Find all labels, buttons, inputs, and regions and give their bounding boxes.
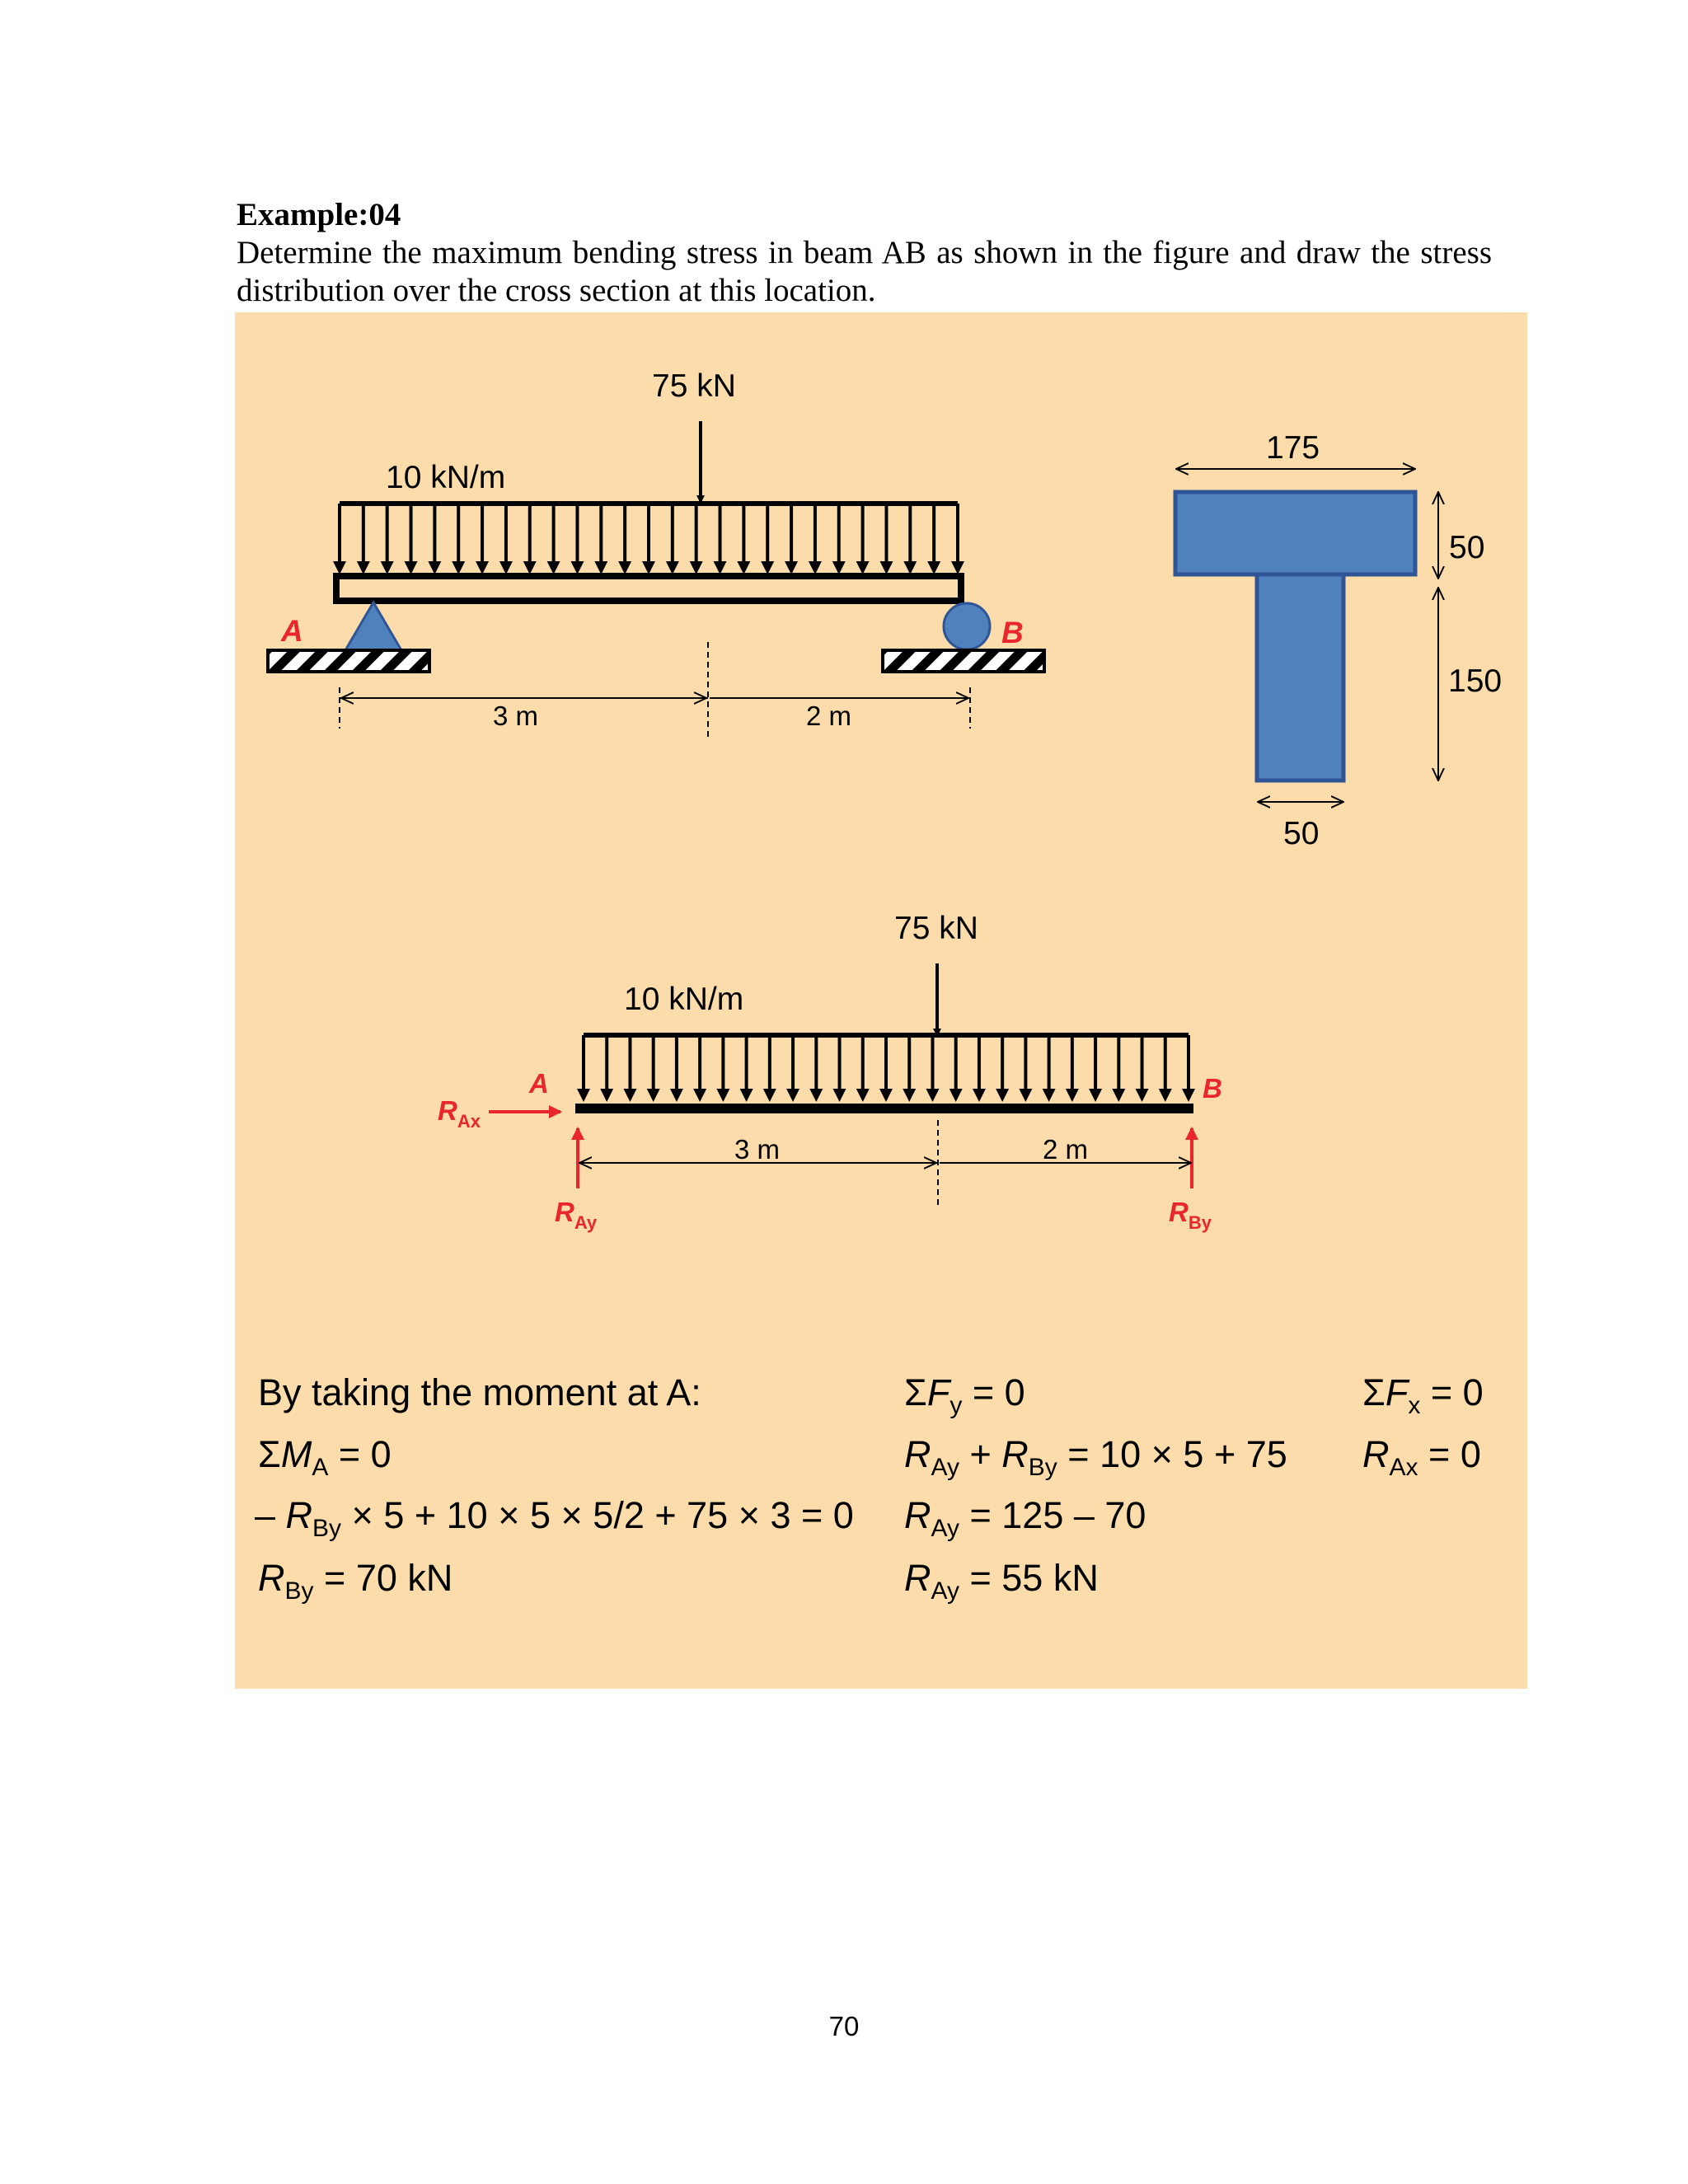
udl-arrow-head xyxy=(1043,1089,1056,1102)
pin-support-a xyxy=(345,602,401,650)
ray-r: R xyxy=(555,1197,574,1227)
web-width-label: 50 xyxy=(1283,816,1320,851)
udl-arrow-head xyxy=(600,1089,613,1102)
udl-arrow-head xyxy=(761,561,774,574)
udl-arrow-head xyxy=(903,1089,916,1102)
span-2-label: 2 m xyxy=(806,701,852,731)
support-b-label: B xyxy=(1001,616,1024,649)
web xyxy=(1257,574,1343,780)
top-beam-diagram xyxy=(268,368,1044,737)
udl-arrow-head xyxy=(523,561,537,574)
udl-arrow-head xyxy=(856,561,870,574)
udl-arrow-head xyxy=(973,1089,986,1102)
udl-arrow-head xyxy=(693,1089,706,1102)
udl-arrow-head xyxy=(879,561,893,574)
udl-arrow-head xyxy=(1019,1089,1032,1102)
web-depth-label: 150 xyxy=(1448,663,1503,699)
ray-equation: $R_{Ay} = 125 - 70$ xyxy=(904,1494,1146,1542)
fbd-label-a: A xyxy=(529,1068,549,1099)
ground-a xyxy=(268,650,429,672)
udl-arrow-head xyxy=(452,561,465,574)
udl-arrow-head xyxy=(570,561,584,574)
udl-arrows-fbd xyxy=(577,1035,1195,1102)
udl-arrow-head xyxy=(832,561,846,574)
fy-eq-text: = 10 × 5 + 75 xyxy=(1067,1433,1287,1475)
distributed-load-label: 10 kN/m xyxy=(386,460,506,495)
fbd-point-load-label: 75 kN xyxy=(894,911,978,946)
ray-eq-text: = 125 – 70 xyxy=(969,1494,1146,1536)
udl-arrow-head xyxy=(951,561,964,574)
udl-arrow-head xyxy=(666,561,679,574)
udl-arrow-head xyxy=(926,1089,939,1102)
udl-arrow-head xyxy=(809,1089,823,1102)
udl-arrow-head xyxy=(381,561,394,574)
udl-arrow-head xyxy=(903,561,917,574)
udl-arrow-head xyxy=(1112,1089,1125,1102)
ray-result: $R_{Ay} = 55$ kN xyxy=(904,1557,1099,1605)
sum-fx-value: = 0 xyxy=(1430,1371,1484,1413)
udl-arrow-head xyxy=(879,1089,893,1102)
udl-arrow-head xyxy=(833,1089,846,1102)
flange xyxy=(1175,492,1415,574)
udl-arrow-head xyxy=(1182,1089,1195,1102)
udl-arrow-head xyxy=(1136,1089,1149,1102)
moment-eq-text: × 5 + 10 × 5 × 5/2 + 75 × 3 = 0 xyxy=(351,1494,854,1536)
point-load-label: 75 kN xyxy=(652,368,736,404)
problem-statement: Determine the maximum bending stress in beam AB as shown in the figure and draw the stress distribution over the cross section at this location. xyxy=(237,235,1492,308)
udl-arrow-head xyxy=(405,561,418,574)
example-title: Example:04 xyxy=(237,197,401,232)
sum-forces-y: $\Sigma F_y = 0$ xyxy=(904,1371,1025,1419)
rby-r: R xyxy=(1169,1197,1189,1227)
rax-r: R xyxy=(438,1095,457,1126)
rax-result-value: = 0 xyxy=(1428,1433,1481,1475)
beam-figure xyxy=(235,312,1527,1689)
span-1-label: 3 m xyxy=(493,701,539,731)
udl-arrows-top xyxy=(333,504,964,574)
udl-arrow-head xyxy=(618,561,631,574)
ground-b xyxy=(883,650,1044,672)
free-body-diagram xyxy=(438,911,1222,1233)
ray-sub: Ay xyxy=(574,1212,598,1233)
ray-label xyxy=(555,1197,598,1233)
udl-arrow-head xyxy=(785,561,798,574)
udl-arrow-head xyxy=(927,561,940,574)
t-cross-section xyxy=(1175,430,1502,851)
beam-body xyxy=(336,576,961,601)
fbd-distributed-load-label: 10 kN/m xyxy=(624,982,744,1017)
roller-support-b xyxy=(944,603,990,649)
udl-arrow-head xyxy=(716,1089,729,1102)
udl-arrow-head xyxy=(740,1089,753,1102)
udl-arrow-head xyxy=(670,1089,683,1102)
rby-label xyxy=(1169,1197,1212,1233)
udl-arrow-head xyxy=(476,561,489,574)
sum-fy-value: = 0 xyxy=(972,1371,1025,1413)
udl-arrow-head xyxy=(763,1089,776,1102)
udl-arrow-head xyxy=(996,1089,1009,1102)
udl-arrow-head xyxy=(547,561,560,574)
udl-arrow-head xyxy=(1159,1089,1172,1102)
rax-label xyxy=(438,1095,481,1132)
rax-result: $R_{Ax} = 0$ xyxy=(1362,1433,1481,1481)
udl-arrow-head xyxy=(786,1089,799,1102)
udl-arrow-head xyxy=(623,1089,636,1102)
sum-moments-a: $\Sigma M_A = 0$ xyxy=(258,1433,392,1481)
udl-arrow-head xyxy=(642,561,655,574)
udl-arrow-head xyxy=(428,561,441,574)
udl-arrow-head xyxy=(737,561,750,574)
flange-depth-label: 50 xyxy=(1449,530,1485,565)
moment-equation: – $R_{By} \times 5 + 10 \times 5 \times 5/2 + 75 \times 3 = 0$ xyxy=(255,1494,854,1542)
sum-forces-x: $\Sigma F_x = 0$ xyxy=(1362,1371,1484,1419)
support-a-label: A xyxy=(281,614,303,648)
fbd-label-b: B xyxy=(1203,1073,1222,1104)
fy-equation: $R_{Ay} + R_{By} = 10 \times 5 + 75$ xyxy=(904,1433,1287,1481)
udl-arrow-head xyxy=(1066,1089,1079,1102)
rby-result-value: = 70 kN xyxy=(324,1557,453,1599)
udl-arrow-head xyxy=(333,561,346,574)
figure-panel xyxy=(235,312,1527,1689)
sum-ma-value: = 0 xyxy=(338,1433,392,1475)
ray-result-value: = 55 kN xyxy=(969,1557,1099,1599)
udl-arrow-head xyxy=(647,1089,660,1102)
fbd-span-2-label: 2 m xyxy=(1043,1134,1089,1165)
udl-arrow-head xyxy=(357,561,370,574)
udl-arrow-head xyxy=(1089,1089,1102,1102)
udl-arrow-head xyxy=(690,561,703,574)
udl-arrow-head xyxy=(950,1089,963,1102)
udl-arrow-head xyxy=(714,561,727,574)
rax-sub: Ax xyxy=(457,1111,481,1132)
page-number: 70 xyxy=(828,2011,860,2041)
moment-intro: By taking the moment at A: xyxy=(258,1371,701,1413)
udl-arrow-head xyxy=(594,561,607,574)
flange-width-label: 175 xyxy=(1266,430,1320,466)
rby-sub: By xyxy=(1188,1212,1212,1233)
rby-result: $R_{By} = 70$ kN xyxy=(258,1557,453,1605)
udl-arrow-head xyxy=(499,561,513,574)
udl-arrow-head xyxy=(856,1089,870,1102)
udl-arrow-head xyxy=(809,561,822,574)
fbd-span-1-label: 3 m xyxy=(734,1134,781,1165)
udl-arrow-head xyxy=(577,1089,590,1102)
